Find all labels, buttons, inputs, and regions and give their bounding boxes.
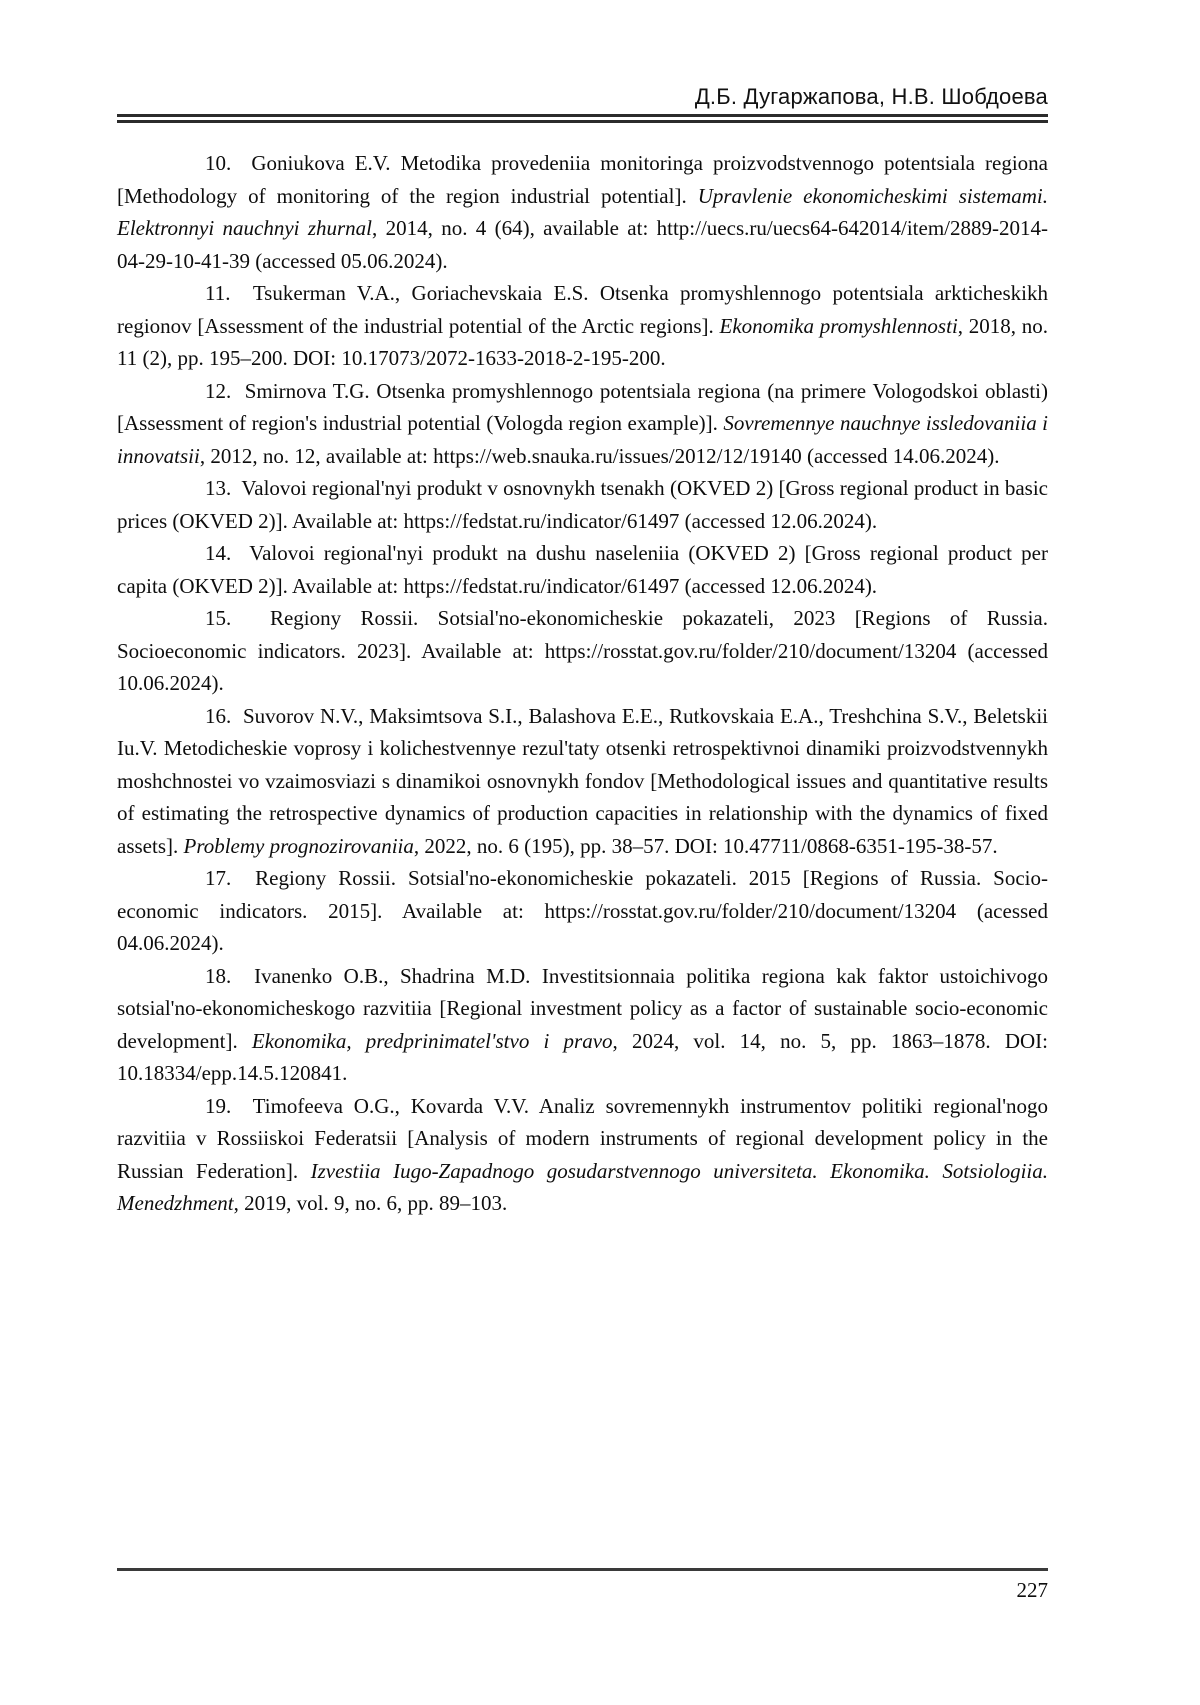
reference-item bbox=[117, 375, 1048, 473]
reference-item bbox=[117, 1090, 1048, 1220]
reference-item bbox=[117, 960, 1048, 1090]
reference-number: 16. bbox=[205, 703, 243, 728]
reference-text: , 2019, vol. 9, no. 6, pp. 89–103. bbox=[233, 1191, 508, 1215]
reference-number: 17. bbox=[205, 866, 256, 890]
reference-text: , 2024, vol. 14, no. 5, pp. 1863–1878. DOI: 10.18334/epp.14.5.120841. bbox=[117, 1028, 1049, 1085]
references-list bbox=[117, 147, 1048, 1220]
reference-number: 15. bbox=[205, 606, 270, 630]
reference-source-title: Sovremennye nauchnye issledovaniia i innovatsii bbox=[117, 411, 1048, 468]
reference-text: Valovoi regional'nyi produkt na dushu naseleniia (OKVED 2) [Gross regional product per capita (OKVED 2)]. Available at: https://fedstat.ru/indicator/61497 (accessed 12.06.2024). bbox=[117, 541, 1048, 598]
reference-number: 10. bbox=[205, 151, 252, 175]
reference-item bbox=[117, 602, 1048, 700]
page-content bbox=[117, 0, 1048, 1220]
reference-text: Timofeeva O.G., Kovarda V.V. Analiz sovremennykh instrumentov politiki regional'nogo razvitiia v Rossiiskoi Federatsii [Analysis of modern instruments of regional development policy in the Russian Federation]. bbox=[117, 1093, 1048, 1183]
reference-item bbox=[117, 277, 1048, 375]
reference-number: 19. bbox=[205, 1093, 253, 1118]
reference-number: 13. bbox=[205, 476, 242, 500]
reference-number: 12. bbox=[205, 378, 245, 403]
reference-number: 11. bbox=[205, 281, 253, 305]
reference-text: Ivanenko O.B., Shadrina M.D. Investitsionnaia politika regiona kak faktor ustoichivogo sotsial'no-ekonomicheskogo razvitiia [Regional investment policy as a factor of sustainable socio-economic development]. bbox=[117, 963, 1048, 1053]
reference-source-title: Izvestiia Iugo-Zapadnogo gosudarstvennogo universiteta. Ekonomika. Sotsiologiia. Menedzhment bbox=[117, 1158, 1048, 1215]
reference-item bbox=[117, 700, 1048, 863]
reference-text: Suvorov N.V., Maksimtsova S.I., Balashova E.E., Rutkovskaia E.A., Treshchina S.V., Beletskii Iu.V. Metodicheskie voprosy i kolichestvennye rezul'taty otsenki retrospektivnoi dinamiki proizvodstvennykh moshchnostei vo vzaimosviazi s dinamikoi osnovnykh fondov [Methodological issues and quantitative results of estimating the retrospective dynamics of production capacities in relationship with the dynamics of fixed assets]. bbox=[117, 703, 1049, 858]
reference-source-title: Problemy prognozirovaniia bbox=[183, 833, 414, 858]
reference-text: , 2018, no. 11 (2), pp. 195–200. DOI: 10.17073/2072-1633-2018-2-195-200. bbox=[117, 313, 1048, 370]
page-number: 227 bbox=[1016, 1578, 1048, 1602]
reference-text: , 2014, no. 4 (64), available at: http://uecs.ru/uecs64-642014/item/2889-2014-04-29-10-41-39 (accessed 05.06.2024). bbox=[117, 216, 1048, 273]
reference-source-title: Ekonomika, predprinimatel'stvo i pravo bbox=[251, 1028, 613, 1053]
reference-text: Goniukova E.V. Metodika provedeniia monitoringa proizvodstvennogo potentsiala regiona [Methodology of monitoring of the region industrial potential]. bbox=[117, 151, 1048, 208]
header-double-rule bbox=[117, 114, 1048, 123]
reference-text: , 2022, no. 6 (195), pp. 38–57. DOI: 10.47711/0868-6351-195-38-57. bbox=[413, 833, 998, 858]
reference-text: Regiony Rossii. Sotsial'no-ekonomicheskie pokazateli, 2023 [Regions of Russia. Socioeconomic indicators. 2023]. Available at: https://rosstat.gov.ru/folder/210/document/13204 (accessed 10.06.2024). bbox=[117, 606, 1048, 695]
reference-item bbox=[117, 472, 1048, 537]
reference-text: Valovoi regional'nyi produkt v osnovnykh tsenakh (OKVED 2) [Gross regional product in basic prices (OKVED 2)]. Available at: https://fedstat.ru/indicator/61497 (accessed 12.06.2024). bbox=[117, 476, 1048, 533]
reference-source-title: Ekonomika promyshlennosti bbox=[719, 313, 958, 338]
reference-item bbox=[117, 147, 1048, 277]
reference-number: 14. bbox=[205, 541, 250, 565]
reference-number: 18. bbox=[205, 963, 255, 988]
reference-text: Regiony Rossii. Sotsial'no-ekonomicheskie pokazateli. 2015 [Regions of Russia. Socio-economic indicators. 2015]. Available at: https://rosstat.gov.ru/folder/210/document/13204 (acessed 04.06.2024). bbox=[117, 866, 1048, 955]
running-header-authors: Д.Б. Дугаржапова, Н.В. Шобдоева bbox=[694, 84, 1048, 109]
reference-item bbox=[117, 537, 1048, 602]
reference-text: Tsukerman V.A., Goriachevskaia E.S. Otsenka promyshlennogo potentsiala arkticheskikh regionov [Assessment of the industrial potential of the Arctic regions]. bbox=[117, 281, 1048, 338]
reference-source-title: Upravlenie ekonomicheskimi sistemami. Elektronnyi nauchnyi zhurnal bbox=[117, 183, 1048, 240]
page-footer bbox=[117, 1568, 1048, 1603]
reference-item bbox=[117, 862, 1048, 960]
reference-text: , 2012, no. 12, available at: https://web.snauka.ru/issues/2012/12/19140 (accessed 14.06.2024). bbox=[199, 443, 1000, 468]
reference-text: Smirnova T.G. Otsenka promyshlennogo potentsiala regiona (na primere Vologodskoi oblasti) [Assessment of region's industrial potential (Vologda region example)]. bbox=[117, 378, 1049, 435]
